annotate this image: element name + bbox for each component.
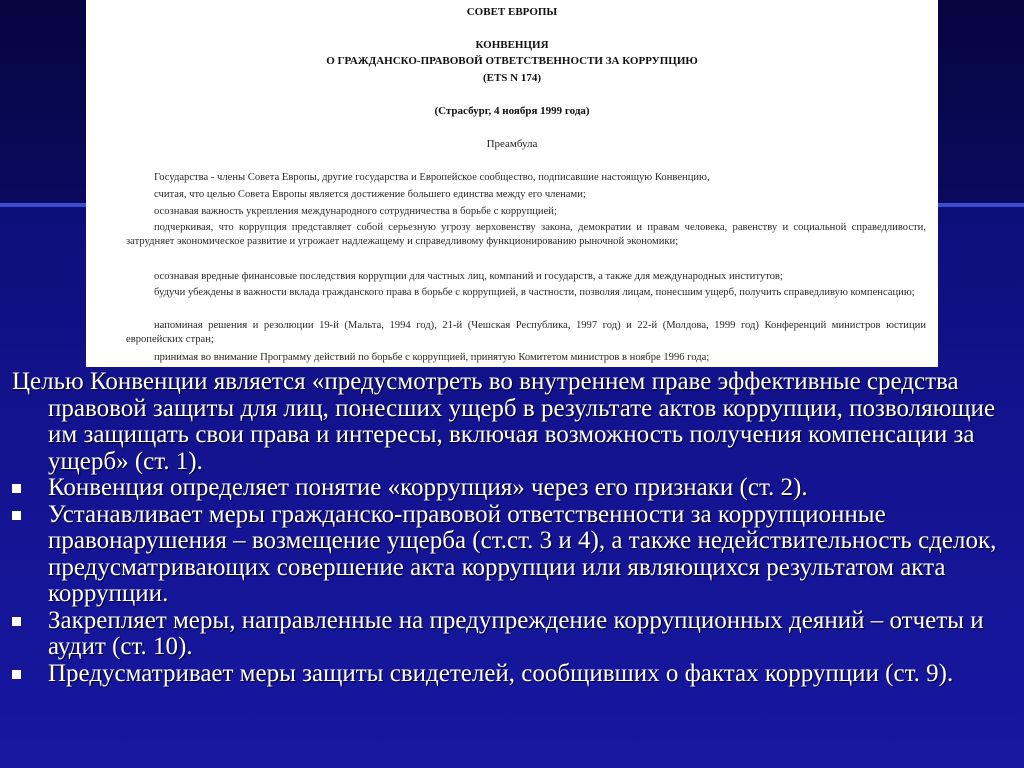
doc-line: Государства - члены Совета Европы, другие государства и Европейское сообщество, подписавшие настоящую Конвенцию, bbox=[154, 172, 710, 183]
doc-paragraph: будучи убеждены в важности вклада гражданского права в борьбе с коррупцией, в частности, позволяя лицам, понесшим ущерб, получить справедливую компенсацию; bbox=[154, 287, 915, 298]
bullet-text: Закрепляет меры, направленные на предупреждение коррупционных деяний – отчеты и аудит (ст. 10). bbox=[48, 606, 984, 660]
square-bullet-icon bbox=[12, 670, 21, 679]
main-text bbox=[12, 369, 1017, 687]
intro-paragraph bbox=[12, 369, 1017, 475]
doc-line: осознавая вредные финансовые последствия коррупции для частных лиц, компаний и государств, а также для международных институтов; bbox=[154, 271, 783, 282]
square-bullet-icon bbox=[12, 617, 21, 626]
square-bullet-icon bbox=[12, 511, 21, 520]
doc-preamble-title: Преамбула bbox=[486, 138, 538, 150]
bullet-item bbox=[12, 661, 1017, 688]
doc-line: осознавая важность укрепления международного сотрудничества в борьбе с коррупцией; bbox=[154, 206, 557, 217]
document-scan bbox=[86, 0, 938, 367]
doc-line: считая, что целью Совета Европы является достижение большего единства между его членами; bbox=[154, 189, 586, 200]
intro-quote: «предусмотреть во внутреннем праве эффективные средства правовой защиты для лиц, понесших ущерб в результате актов коррупции, позволяющие им защищать свои права и интересы, включая возможность получения компенсации за ущерб» (ст. 1). bbox=[48, 368, 996, 475]
doc-paragraph: подчеркивая, что коррупция представляет собой серьезную угрозу верховенству закона, демократии и правам человека, равенству и социальной справедливости, затрудняет экономическое развитие и угрожает надлежащему и справедливому функционированию рыночной экономики; bbox=[126, 222, 926, 247]
doc-place-date: (Страсбург, 4 ноября 1999 года) bbox=[434, 105, 590, 117]
doc-line: принимая во внимание Программу действий по борьбе с коррупцией, принятую Комитетом министров в ноябре 1996 года; bbox=[154, 352, 710, 363]
bullet-item bbox=[12, 502, 1017, 608]
intro-lead: Целью Конвенции является bbox=[12, 368, 312, 395]
doc-paragraph: напоминая решения и резолюции 19-й (Мальта, 1994 год), 21-й (Чешская Республика, 1997 год) и 22-й (Молдова, 1999 год) Конференций министров юстиции европейских стран; bbox=[126, 320, 926, 345]
bullet-text: Конвенция определяет понятие «коррупция» через его признаки (ст. 2). bbox=[48, 474, 808, 501]
bullet-item bbox=[12, 608, 1017, 661]
doc-convention: КОНВЕНЦИЯ bbox=[475, 39, 549, 51]
doc-ets: (ETS N 174) bbox=[482, 72, 542, 84]
bullet-text: Предусматривает меры защиты свидетелей, сообщивших о фактах коррупции (ст. 9). bbox=[48, 659, 954, 687]
doc-title: СОВЕТ ЕВРОПЫ bbox=[466, 6, 558, 18]
square-bullet-icon bbox=[12, 484, 21, 493]
doc-subtitle: О ГРАЖДАНСКО-ПРАВОВОЙ ОТВЕТСТВЕННОСТИ ЗА КОРРУПЦИЮ bbox=[326, 55, 698, 67]
bullet-item bbox=[12, 475, 1017, 502]
bullet-text: Устанавливает меры гражданско-правовой ответственности за коррупционные правонарушения – возмещение ущерба (ст.ст. 3 и 4), а также недействительность сделок, предусматривающих совершение акта коррупции или являющихся результатом акта коррупции. bbox=[48, 500, 997, 607]
